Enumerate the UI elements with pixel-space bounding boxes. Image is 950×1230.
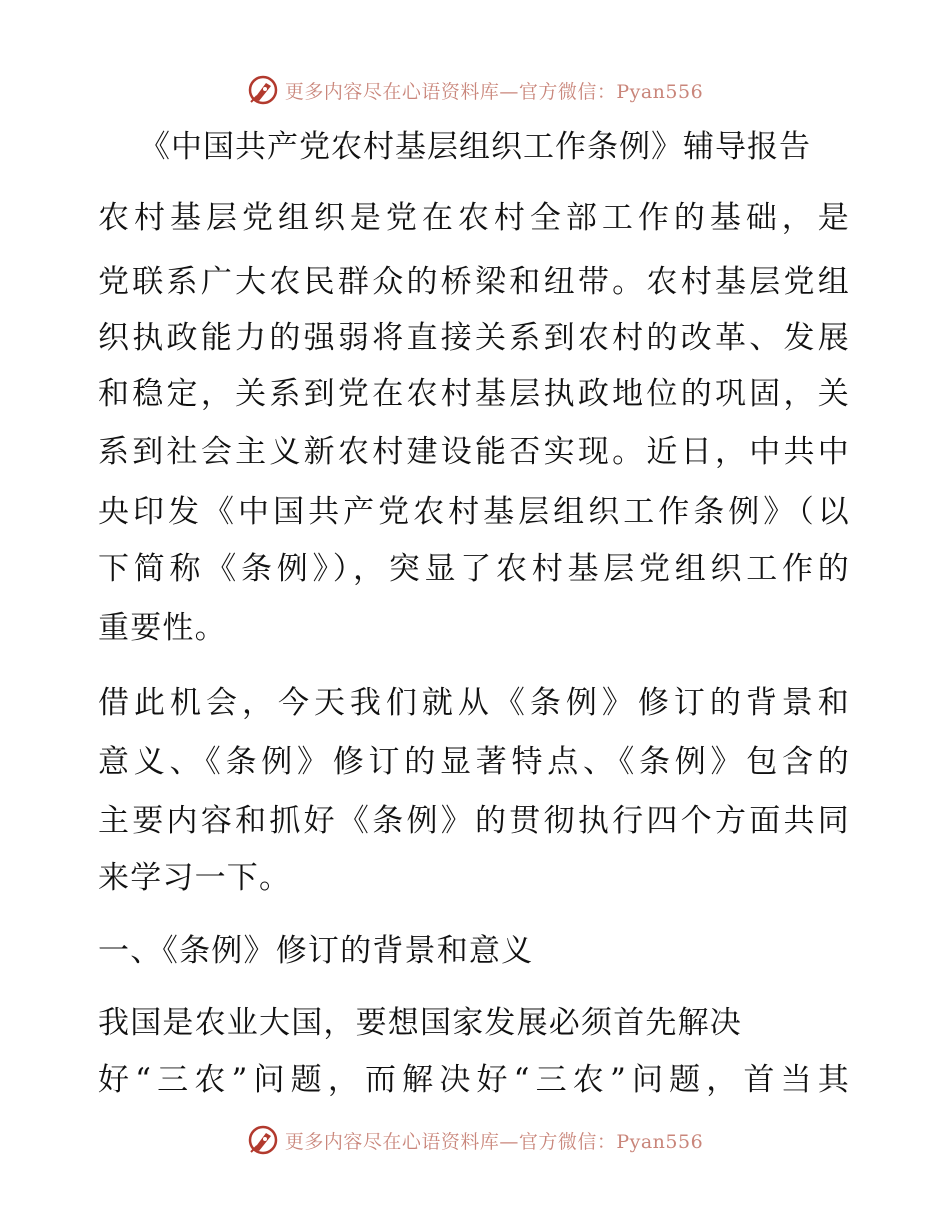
paragraph-line: 系到社会主义新农村建设能否实现。近日，中共中 [98, 434, 850, 470]
header-watermark-banner [0, 70, 950, 110]
paragraph-line: 主要内容和抓好《条例》的贯彻执行四个方面共同 [98, 803, 850, 839]
paragraph-line: 借此机会，今天我们就从《条例》修订的背景和 [98, 685, 850, 721]
paragraph-line: 意义、《条例》修订的显著特点、《条例》包含的 [98, 744, 850, 780]
paragraph-line: 织执政能力的强弱将直接关系到农村的改革、发展 [98, 320, 850, 356]
section-heading: 一、《条例》修订的背景和意义 [98, 933, 534, 969]
paragraph-line: 好“三农”问题，而解决好“三农”问题，首当其 [98, 1062, 850, 1098]
pen-nib-logo-icon [247, 74, 279, 106]
pen-nib-logo-icon [247, 1124, 279, 1156]
paragraph-line: 下简称《条例》），突显了农村基层党组织工作的 [98, 551, 850, 587]
paragraph-line: 我国是农业大国，要想国家发展必须首先解决 [98, 1005, 742, 1041]
document-title: 《中国共产党农村基层组织工作条例》辅导报告 [139, 129, 811, 165]
paragraph-line: 来学习一下。 [98, 860, 292, 896]
footer-watermark-banner [0, 1120, 950, 1160]
paragraph-line: 重要性。 [98, 610, 227, 646]
watermark-text: 更多内容尽在心语资料库—官方微信：Pyan556 [284, 80, 704, 103]
paragraph-line: 党联系广大农民群众的桥梁和纽带。农村基层党组 [98, 264, 850, 300]
paragraph-line: 和稳定，关系到党在农村基层执政地位的巩固，关 [98, 376, 850, 412]
paragraph-line: 农村基层党组织是党在农村全部工作的基础，是 [98, 200, 850, 236]
watermark-text: 更多内容尽在心语资料库—官方微信：Pyan556 [284, 1130, 704, 1153]
paragraph-line: 央印发《中国共产党农村基层组织工作条例》（以 [98, 494, 850, 530]
